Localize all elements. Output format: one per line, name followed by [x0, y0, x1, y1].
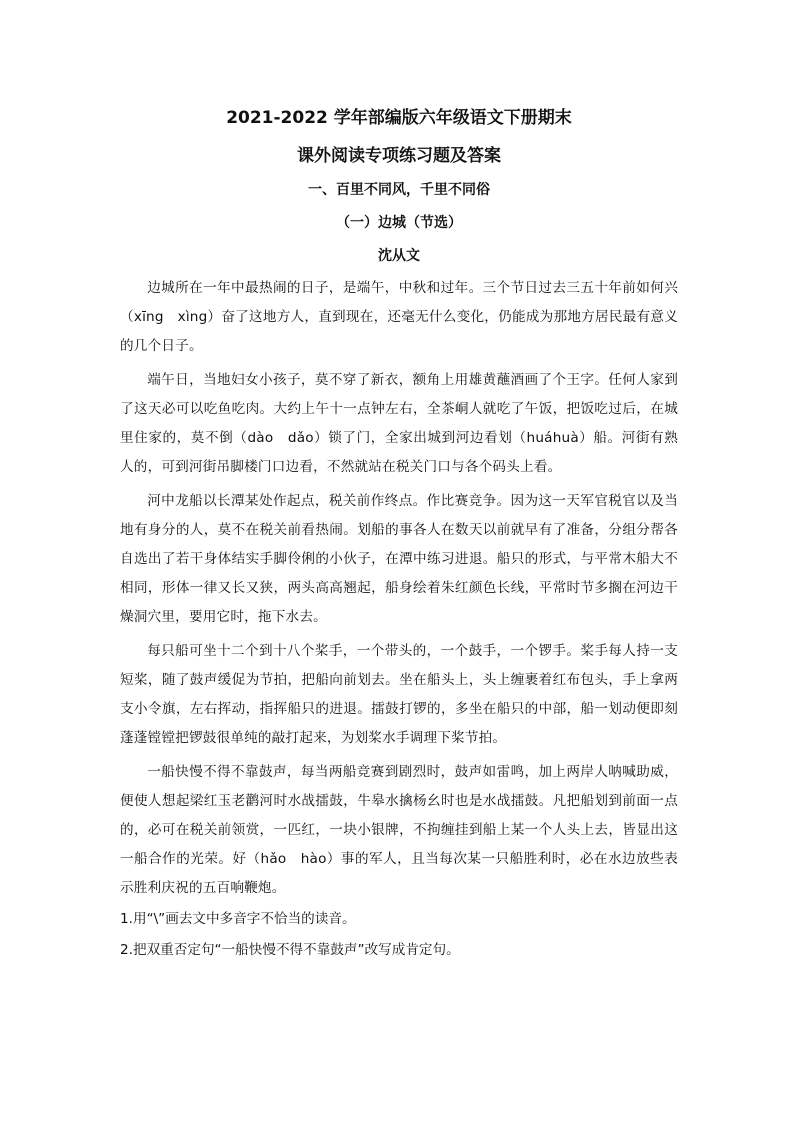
passage-author: 沈从文 — [378, 248, 420, 264]
passage-title: （一）边城（节选） — [336, 215, 462, 231]
passage-paragraph-4: 每只船可坐十二个到十八个桨手，一个带头的，一个鼓手，一个锣手。桨手每人持一支短桨，随了鼓声缓促为节拍，把船向前划去。坐在船头上，头上缠裹着红布包头，手上拿两支小令旗，左右挥动，指挥船只的进退。擂鼓打锣的，多坐在船只的中部，船一划动便即刻蓬蓬镗镗把锣鼓很单纯的敲打起来，为划桨水手调理下桨节拍。 — [120, 643, 678, 746]
section-heading: 一、百里不同风，千里不同俗 — [308, 182, 490, 198]
passage-paragraph-1: 边城所在一年中最热闹的日子，是端午，中秋和过年。三个节日过去三五十年前如何兴（xīng xìng）奋了这地方人，直到现在，还毫无什么变化，仍能成为那地方居民最有意义的几个日子。 — [120, 280, 678, 354]
question-2: 2.把双重否定句“一船快慢不得不靠鼓声”改写成肯定句。 — [120, 942, 460, 958]
passage-paragraph-3: 河中龙船以长潭某处作起点，税关前作终点。作比赛竞争。因为这一天军官税官以及当地有身分的人，莫不在税关前看热闹。划船的事各人在数天以前就早有了准备，分组分帮各自选出了若干身体结实手脚伶俐的小伙子，在潭中练习进退。船只的形式，与平常木船大不相同，形体一律又长又狭，两头高高翘起，船身绘着朱红颜色长线，平常时节多搁在河边干燥洞穴里，要用它时，拖下水去。 — [120, 493, 678, 625]
question-1: 1.用“\”画去文中多音字不恰当的读音。 — [120, 911, 356, 927]
document-title-line1: 2021-2022 学年部编版六年级语文下册期末 — [226, 108, 572, 128]
passage-paragraph-5: 一船快慢不得不靠鼓声，每当两船竞赛到剧烈时，鼓声如雷鸣，加上两岸人呐喊助威，便使人想起梁红玉老鹳河时水战擂鼓，牛皋水擒杨幺时也是水战擂鼓。凡把船划到前面一点的，必可在税关前领赏，一匹红，一块小银牌，不拘缠挂到船上某一个人头上去，皆显出这一船合作的光荣。好（hǎo hào）事的军人，且当每次某一只船胜利时，必在水边放些表示胜利庆祝的五百响鞭炮。 — [120, 764, 678, 896]
document-title-line2: 课外阅读专项练习题及答案 — [297, 146, 501, 166]
document-content — [120, 100, 678, 965]
passage-paragraph-2: 端午日，当地妇女小孩子，莫不穿了新衣，额角上用雄黄蘸酒画了个王字。任何人家到了这天必可以吃鱼吃肉。大约上午十一点钟左右，全茶峒人就吃了午饭，把饭吃过后，在城里住家的，莫不倒（dào dǎo）锁了门，全家出城到河边看划（huáhuà）船。河街有熟人的，可到河街吊脚楼门口边看，不然就站在税关门口与各个码头上看。 — [120, 372, 678, 475]
